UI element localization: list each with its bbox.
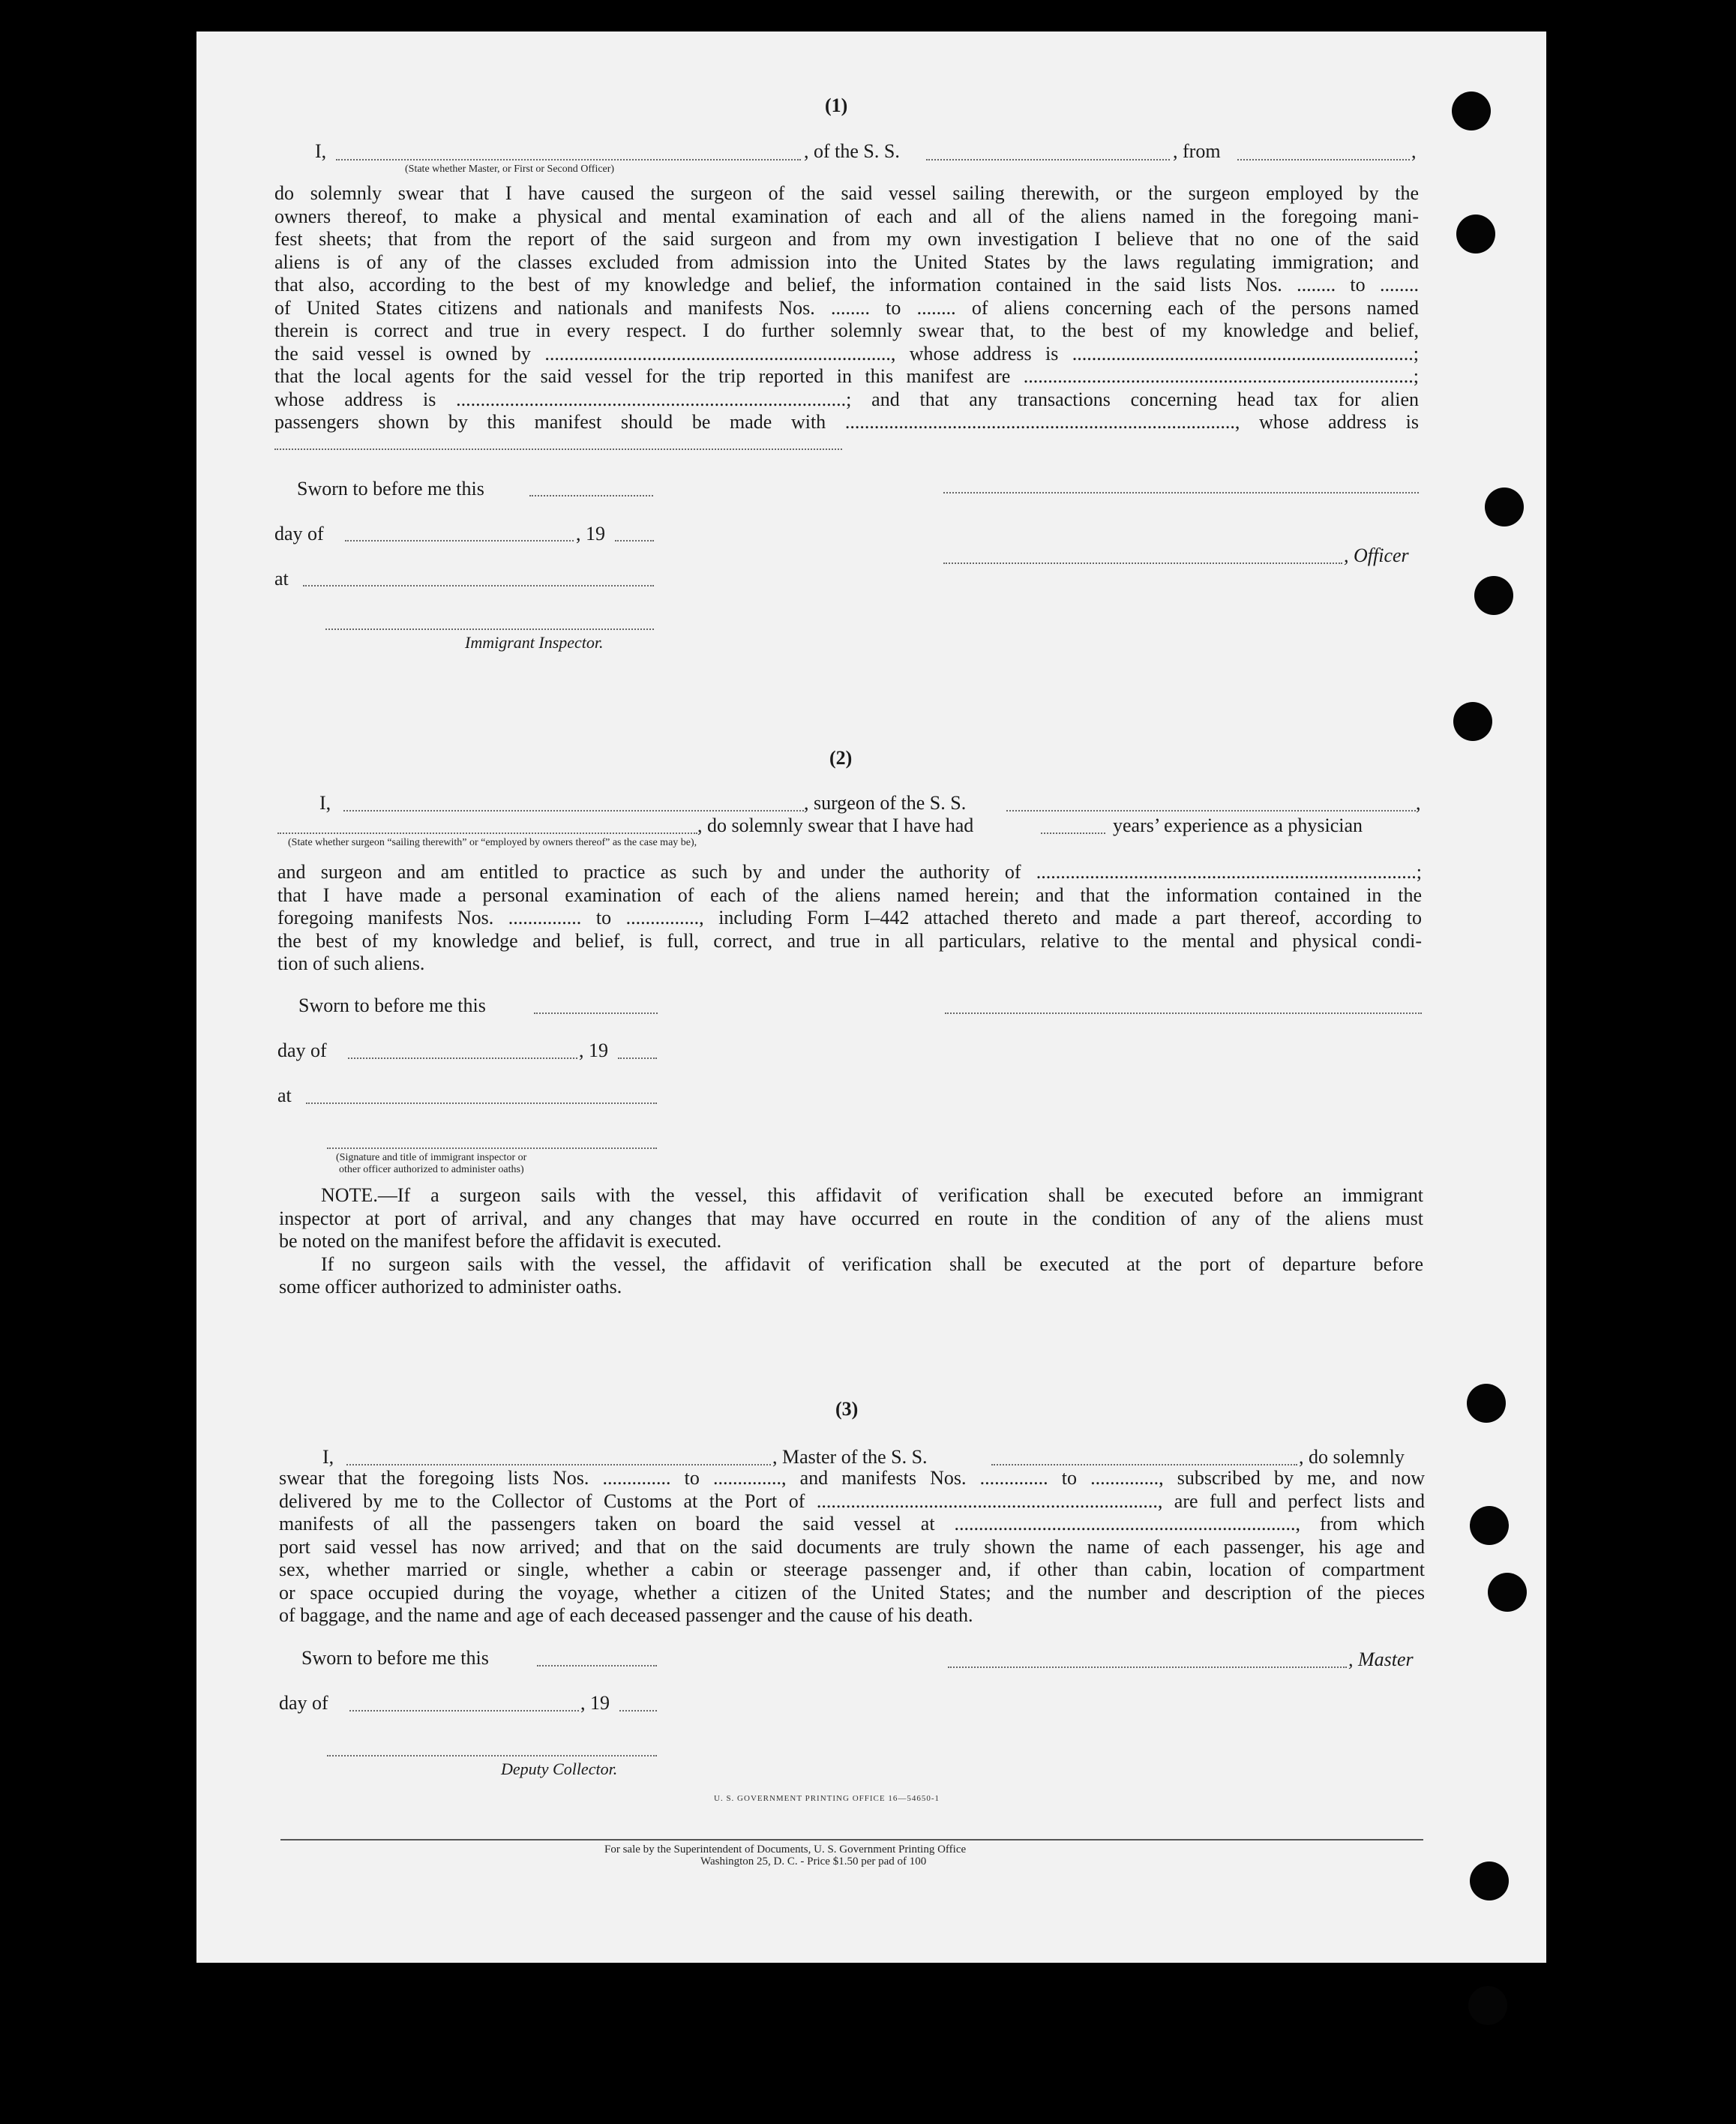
s3-collector-label: Deputy Collector. [501, 1760, 618, 1778]
s3-master-label: , Master [1348, 1648, 1414, 1670]
s1-officer-name-blank[interactable] [336, 159, 801, 160]
s2-surgeon-status-blank[interactable] [277, 832, 697, 834]
s1-at: at [274, 568, 289, 590]
s3-month-blank[interactable] [349, 1710, 579, 1712]
binder-hole [1452, 92, 1491, 130]
s1-body: do solemnly swear that I have caused the surgeon of the said vessel sailing therewith, or the surgeon employed by the owners thereof, to make a physical and mental examination of each and all of the aliens named in the foregoing mani- fest sheets; that from the report of the said surgeon and from my own investigation I believe that no one of the said aliens is of any of the classes excluded from admission into the United States by the laws regulating immigration; and that also, according to the best of my knowledge and belief, the information contained in the said lists Nos. ........ to ........ of United States citizens and nationals and manifests Nos. ........ to ........ of aliens concerning each of the persons named therein is correct and true in every respect. I do further solemnly swear that, to the best of my knowledge and belief, the said vessel is owned by ......................................................................., whose address is ......................................................................; that the local agents for the said vessel for the trip reported in this manifest are ................................................................................; whose address is ................................................................................; and that any transactions concerning head tax for alien passengers shown by this manifest should be made with ................................................................................, whose address is [274, 182, 1419, 433]
s3-master-name-blank[interactable] [346, 1464, 771, 1466]
s3-master-signature-line[interactable] [948, 1666, 1347, 1668]
s2-swear: , do solemnly swear that I have had [697, 814, 974, 836]
s1-line1-i: I, [315, 140, 327, 162]
s1-year: , 19 [576, 523, 605, 544]
binder-hole [1453, 702, 1492, 741]
s2-surgeon-note: (State whether surgeon “sailing therewith” or “employed by owners thereof” as the case may be), [288, 837, 697, 848]
s3-line1-end: , do solemnly [1299, 1446, 1405, 1468]
s1-sworn-day-blank[interactable] [529, 495, 653, 496]
s2-body: and surgeon and am entitled to practice as such by and under the authority of ..............................................................................; that I have made a personal examination of each of the aliens named herein; and that the information contained in the foregoing manifests Nos. ............... to ..............., including Form I–442 attached thereto and made a part thereof, according to the best of my knowledge and belief, is full, correct, and true in all particulars, relative to the mental and physical condi- tion of such aliens. [277, 861, 1422, 974]
binder-hole [1470, 1506, 1509, 1545]
s2-sworn: Sworn to before me this [298, 994, 486, 1016]
s1-sworn: Sworn to before me this [297, 478, 484, 500]
s2-signature-note-2: other officer authorized to administer oaths) [339, 1164, 524, 1175]
s2-note: NOTE.—If a surgeon sails with the vessel, this affidavit of verification shall be executed before an immigrant inspector at port of arrival, and any changes that may have occurred en route in the condition of any of the aliens must be noted on the manifest before the affidavit is executed. If no surgeon sails with the vessel, the affidavit of verification shall be executed at the port of departure before some officer authorized to administer oaths. [279, 1184, 1423, 1298]
s2-day-of: day of [277, 1040, 327, 1061]
s1-head-tax-address-blank[interactable] [274, 448, 842, 450]
footer-rule [280, 1839, 1423, 1840]
s2-ship-name-blank[interactable] [1006, 810, 1416, 812]
s3-sworn: Sworn to before me this [301, 1647, 489, 1669]
s2-surgeon-name-blank[interactable] [343, 810, 804, 812]
s1-of-ss: , of the S. S. [804, 140, 900, 162]
s1-from-port-blank[interactable] [1237, 159, 1410, 160]
s1-day-of: day of [274, 523, 324, 544]
s2-year-blank[interactable] [618, 1058, 657, 1059]
s1-officer-label: , Officer [1344, 544, 1409, 566]
s1-from: , from [1173, 140, 1221, 162]
s2-year: , 19 [579, 1040, 608, 1061]
s1-at-blank[interactable] [303, 585, 654, 586]
binder-hole [1467, 1384, 1506, 1423]
s3-master-of-ss: , Master of the S. S. [772, 1446, 928, 1468]
s1-officer-title-line[interactable] [943, 562, 1342, 564]
s2-month-blank[interactable] [348, 1058, 577, 1059]
s1-line1-end: , [1411, 140, 1417, 162]
binder-hole [1468, 1986, 1507, 2025]
sale-line-2: Washington 25, D. C. - Price $1.50 per pad of 100 [700, 1856, 927, 1868]
s3-year-blank[interactable] [619, 1710, 657, 1712]
s1-year-blank[interactable] [615, 540, 654, 542]
s2-surgeon-of-ss: , surgeon of the S. S. [804, 792, 967, 814]
binder-hole [1485, 488, 1524, 526]
s3-line1-i: I, [322, 1446, 334, 1468]
s1-ship-name-blank[interactable] [926, 159, 1170, 160]
s2-line1-end: , [1416, 792, 1421, 814]
s1-officer-signature-line[interactable] [943, 492, 1419, 494]
binder-hole [1470, 1862, 1509, 1900]
sale-line-1: For sale by the Superintendent of Documents, U. S. Government Printing Office [604, 1844, 967, 1856]
s1-month-blank[interactable] [345, 540, 574, 542]
s1-inspector-signature-line[interactable] [325, 628, 654, 630]
section-1-heading: (1) [825, 94, 848, 116]
section-2-heading: (2) [829, 747, 853, 769]
s3-day-of: day of [279, 1692, 328, 1714]
s1-officer-note: (State whether Master, or First or Second Officer) [405, 164, 615, 175]
binder-hole [1474, 576, 1513, 615]
s2-at: at [277, 1084, 292, 1106]
s3-sworn-day-blank[interactable] [537, 1665, 657, 1666]
s2-surgeon-signature-line[interactable] [945, 1012, 1422, 1014]
s2-inspector-signature-line[interactable] [327, 1148, 657, 1149]
s2-signature-note-1: (Signature and title of immigrant inspector or [336, 1152, 527, 1163]
s2-years-blank[interactable] [1041, 832, 1105, 834]
s2-sworn-day-blank[interactable] [534, 1012, 658, 1014]
s3-year: , 19 [580, 1692, 610, 1714]
binder-hole [1456, 214, 1495, 254]
s1-inspector-label: Immigrant Inspector. [465, 633, 604, 652]
s3-collector-signature-line[interactable] [327, 1755, 657, 1756]
gpo-imprint: U. S. GOVERNMENT PRINTING OFFICE 16—54650-1 [714, 1794, 940, 1803]
s2-line1-i: I, [319, 792, 331, 814]
binder-hole [1488, 1573, 1527, 1612]
section-3-heading: (3) [835, 1398, 859, 1420]
s3-body: swear that the foregoing lists Nos. .............. to .............., and manifests Nos. .............. to .............., subscribed by me, and now delivered by me to the Collector of Customs at the Port of ......................................................................, are full and perfect lists and manifests of all the passengers taken on board the said vessel at ......................................................................, from which port said vessel has now arrived; and that on the said documents are truly shown the name of each passenger, his age and sex, whether married or single, whether a cabin or steerage passenger and, if other than cabin, location of compartment or space occupied during the voyage, whether a citizen of the United States; and the number and description of the pieces of baggage, and the name and age of each deceased passenger and the cause of his death. [279, 1467, 1425, 1626]
s2-years: years’ experience as a physician [1113, 814, 1363, 836]
s3-ship-name-blank[interactable] [991, 1464, 1297, 1466]
s2-at-blank[interactable] [306, 1102, 657, 1104]
